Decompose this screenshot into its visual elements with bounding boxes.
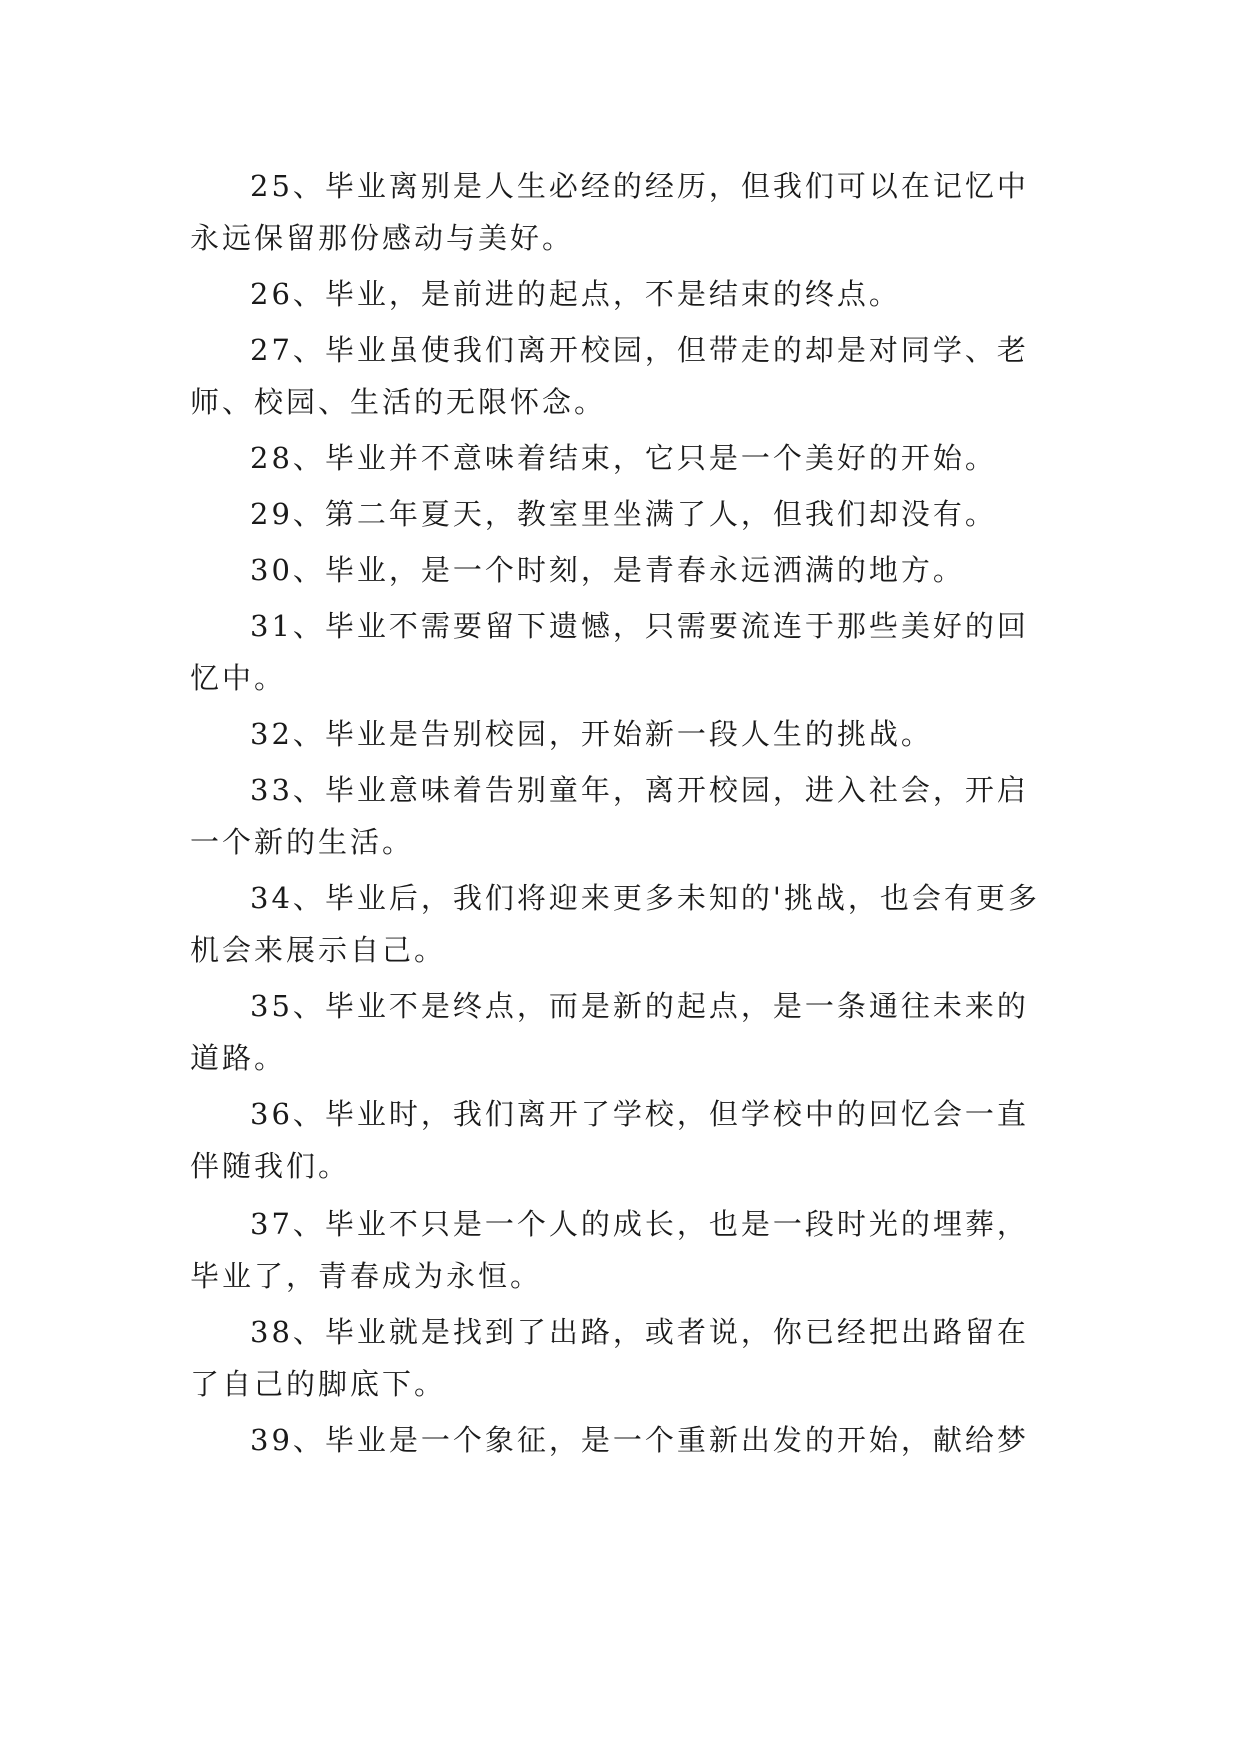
paragraph-38: 38、毕业就是找到了出路，或者说，你已经把出路留在了自己的脚底下。 bbox=[190, 1315, 1029, 1401]
paragraph-33: 33、毕业意味着告别童年，离开校园，进入社会，开启一个新的生活。 bbox=[190, 773, 1029, 859]
paragraph-30: 30、毕业，是一个时刻，是青春永远洒满的地方。 bbox=[250, 553, 965, 587]
paragraph-32: 32、毕业是告别校园，开始新一段人生的挑战。 bbox=[250, 717, 933, 751]
paragraph-25: 25、毕业离别是人生必经的经历，但我们可以在记忆中永远保留那份感动与美好。 bbox=[190, 169, 1029, 255]
paragraph-39: 39、毕业是一个象征，是一个重新出发的开始，献给梦 bbox=[250, 1423, 1029, 1457]
paragraph-28: 28、毕业并不意味着结束，它只是一个美好的开始。 bbox=[250, 441, 997, 475]
paragraph-29: 29、第二年夏天，教室里坐满了人，但我们却没有。 bbox=[250, 497, 997, 531]
paragraph-36: 36、毕业时，我们离开了学校，但学校中的回忆会一直伴随我们。 bbox=[190, 1097, 1029, 1183]
paragraph-31: 31、毕业不需要留下遗憾，只需要流连于那些美好的回忆中。 bbox=[190, 609, 1029, 695]
paragraph-37: 37、毕业不只是一个人的成长，也是一段时光的埋葬，毕业了，青春成为永恒。 bbox=[190, 1207, 1029, 1293]
paragraph-27: 27、毕业虽使我们离开校园，但带走的却是对同学、老师、校园、生活的无限怀念。 bbox=[190, 333, 1029, 419]
paragraph-35: 35、毕业不是终点，而是新的起点，是一条通往未来的道路。 bbox=[190, 989, 1029, 1075]
document-body bbox=[190, 160, 1046, 1466]
paragraph-34: 34、毕业后，我们将迎来更多未知的'挑战，也会有更多机会来展示自己。 bbox=[190, 881, 1040, 967]
paragraph-26: 26、毕业，是前进的起点，不是结束的终点。 bbox=[250, 277, 901, 311]
